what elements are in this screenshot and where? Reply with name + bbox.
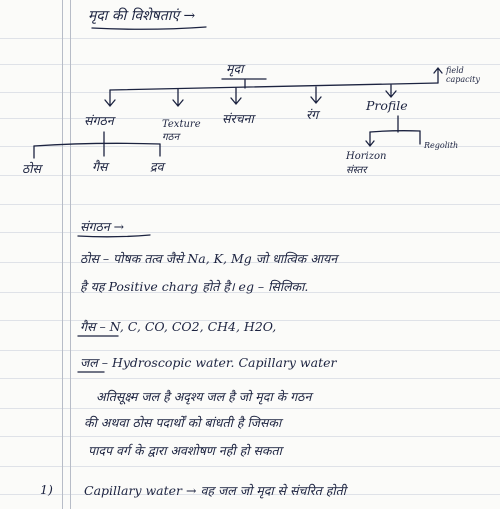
child-thos: ठोस: [22, 161, 41, 176]
note-line: जल – Hydroscopic water. Capillary water: [80, 355, 337, 370]
note-line: Capillary water → वह जल जो मृदा से संचरित होती: [84, 483, 347, 498]
note-line: है यह Positive charg होते है। eg – सिलिका.: [80, 279, 309, 294]
child-gas: गैस: [92, 159, 108, 174]
branch-sangathan: संगठन: [84, 113, 114, 128]
note-line: गैस – N, C, CO, CO2, CH4, H2O,: [80, 319, 277, 334]
section-title: संगठन →: [80, 219, 125, 234]
branch-sanrachna: संरचना: [222, 111, 254, 126]
note-line: ठोस – पोषक तत्व जैसे Na, K, Mg जो धात्विक आयन: [80, 251, 338, 266]
note-line: पादप वर्ग के द्वारा अवशोषण नही हो सकता: [88, 443, 282, 458]
branch-profile: Profile: [366, 98, 408, 113]
child-horizon: Horizon संस्तर: [346, 151, 387, 176]
child-regolith: Regolith: [424, 141, 459, 150]
page-heading: मृदा की विशेषताएं →: [88, 8, 196, 24]
branch-texture: Texture गठन: [162, 119, 201, 143]
note-line: की अथवा ठोस पदार्थों को बांधती है जिसका: [84, 415, 282, 430]
branch-field-capacity: field capacity: [446, 66, 480, 84]
note-line: अतिसूक्ष्म जल है अदृश्य जल है जो मृदा के गठन: [96, 389, 312, 404]
branch-rang: रंग: [306, 107, 319, 122]
child-drav: द्रव: [150, 159, 164, 174]
margin-number: 1): [40, 482, 53, 497]
tree-root: मृदा: [226, 61, 244, 76]
